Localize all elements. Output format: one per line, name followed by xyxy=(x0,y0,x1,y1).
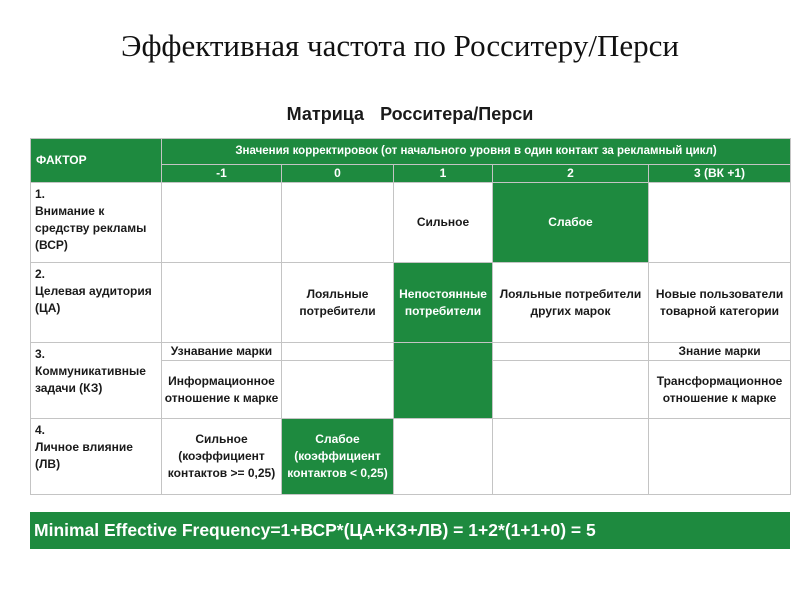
matrix-cell xyxy=(162,263,282,343)
level-header: 3 (ВК +1) xyxy=(649,165,791,183)
matrix-cell xyxy=(394,419,493,495)
matrix-cell: Трансформационное отношение к марке xyxy=(649,361,791,419)
matrix-cell xyxy=(493,361,649,419)
matrix-cell: Узнавание марки xyxy=(162,343,282,361)
factor-name: Целевая аудитория (ЦА) xyxy=(35,284,152,315)
factor-number: 2. xyxy=(35,267,46,281)
level-header: 1 xyxy=(394,165,493,183)
factor-number: 1. xyxy=(35,187,46,201)
factor-label-lv xyxy=(31,419,162,495)
factor-number: 4. xyxy=(35,423,46,437)
factor-name: Коммуникативные задачи (КЗ) xyxy=(35,364,146,395)
level-header: 0 xyxy=(282,165,394,183)
factor-name: Внимание к средству рекламы (ВСР) xyxy=(35,204,147,252)
factor-name: Личное влияние (ЛВ) xyxy=(35,440,133,471)
formula-bar: Minimal Effective Frequency=1+ВСР*(ЦА+КЗ+ЛВ) = 1+2*(1+1+0) = 5 xyxy=(30,512,790,549)
matrix-cell xyxy=(649,183,791,263)
header-factor: ФАКТОР xyxy=(31,139,162,183)
matrix-cell-selected xyxy=(394,343,493,419)
matrix-cell xyxy=(282,343,394,361)
level-header: 2 xyxy=(493,165,649,183)
header-corrections: Значения корректировок (от начального уровня в один контакт за рекламный цикл) xyxy=(162,139,791,165)
matrix-cell-selected: Слабое (коэффициент контактов < 0,25) xyxy=(282,419,394,495)
matrix-cell xyxy=(493,419,649,495)
matrix-title-name: Росситера/Перси xyxy=(380,104,534,124)
matrix-title xyxy=(240,104,580,125)
matrix-title-word: Матрица xyxy=(286,104,365,124)
matrix-cell xyxy=(162,183,282,263)
level-header: -1 xyxy=(162,165,282,183)
matrix-cell: Знание марки xyxy=(649,343,791,361)
matrix-cell: Лояльные потребители xyxy=(282,263,394,343)
matrix-cell: Новые пользователи товарной категории xyxy=(649,263,791,343)
matrix-cell-selected: Непостоянные потребители xyxy=(394,263,493,343)
matrix-cell-selected: Слабое xyxy=(493,183,649,263)
factor-label-vsr xyxy=(31,183,162,263)
factor-number: 3. xyxy=(35,347,46,361)
matrix-cell: Сильное (коэффициент контактов >= 0,25) xyxy=(162,419,282,495)
slide-title: Эффективная частота по Росситеру/Перси xyxy=(121,28,679,63)
matrix-cell: Информационное отношение к марке xyxy=(162,361,282,419)
factor-label-kz xyxy=(31,343,162,419)
factor-label-ca xyxy=(31,263,162,343)
matrix-cell xyxy=(649,419,791,495)
matrix-cell xyxy=(493,343,649,361)
matrix-cell xyxy=(282,183,394,263)
rossiter-percy-matrix xyxy=(30,138,791,495)
matrix-cell xyxy=(282,361,394,419)
matrix-cell: Лояльные потребители других марок xyxy=(493,263,649,343)
matrix-cell: Сильное xyxy=(394,183,493,263)
